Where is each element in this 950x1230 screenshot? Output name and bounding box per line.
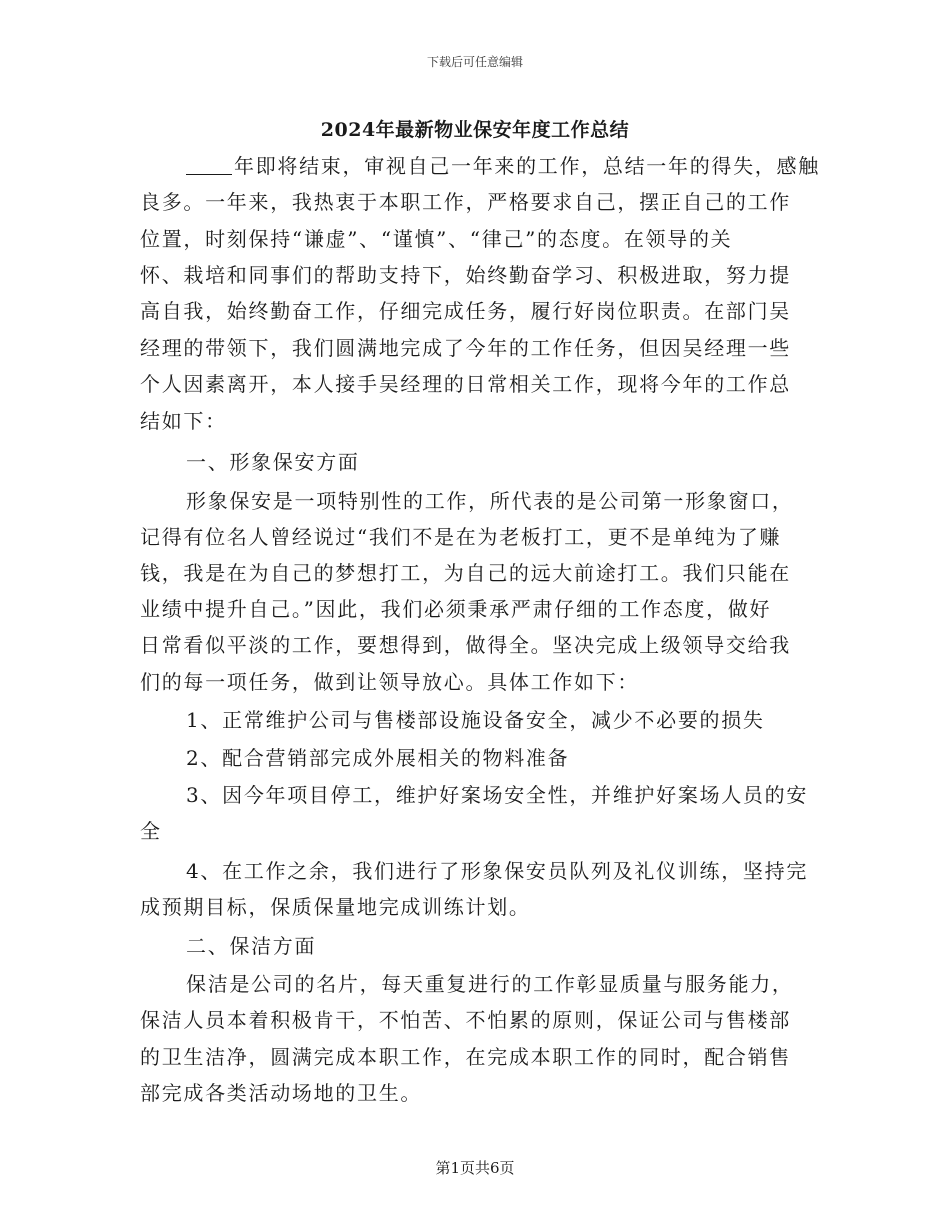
text-line: 保洁是公司的名片，每天重复进行的工作彰显质量与服务能力， [186, 972, 794, 996]
text-line: 日常看似平淡的工作，要想得到，做得全。坚决完成上级领导交给我 [140, 633, 791, 657]
text-line: 位置，时刻保持“谦虚”、“谨慎”、“律己”的态度。在领导的关 [140, 227, 733, 251]
section-heading: 一、形象保安方面 [186, 450, 360, 474]
list-item: 1、正常维护公司与售楼部设施设备安全，减少不必要的损失 [186, 708, 765, 732]
text-line: 良多。一年来，我热衷于本职工作，严格要求自己，摆正自己的工作 [140, 190, 791, 214]
text-line: 业绩中提升自己。”因此，我们必须秉承严肃仔细的工作态度，做好 [140, 597, 772, 621]
text-line: 记得有位名人曾经说过“我们不是在为老板打工，更不是单纯为了赚 [140, 525, 782, 549]
header-note: 下载后可任意编辑 [426, 55, 523, 69]
text-line: 高自我，始终勤奋工作，仔细完成任务，履行好岗位职责。在部门吴 [140, 299, 791, 323]
section-heading: 二、保洁方面 [186, 934, 317, 958]
fill-in-blank [186, 156, 232, 175]
list-item: 2、配合营销部完成外展相关的物料准备 [186, 746, 570, 770]
page-footer: 第1页共6页 [435, 1159, 515, 1177]
list-item: 4、在工作之余，我们进行了形象保安员队列及礼仪训练，坚持完 [186, 859, 809, 883]
text-line: 结如下： [140, 409, 227, 433]
text-line: 部完成各类活动场地的卫生。 [140, 1081, 423, 1105]
text-line: 钱，我是在为自己的梦想打工，为自己的远大前途打工。我们只能在 [140, 561, 791, 585]
text-line: 经理的带领下，我们圆满地完成了今年的工作任务，但因吴经理一些 [140, 336, 791, 360]
text-line: 成预期目标，保质保量地完成训练计划。 [140, 895, 531, 919]
text-line: 保洁人员本着积极肯干，不怕苦、不怕累的原则，保证公司与售楼部 [140, 1008, 791, 1032]
text-line: 个人因素离开，本人接手吴经理的日常相关工作，现将今年的工作总 [140, 372, 791, 396]
text-line: 的卫生洁净，圆满完成本职工作，在完成本职工作的同时，配合销售 [140, 1045, 791, 1069]
text-line: 形象保安是一项特别性的工作，所代表的是公司第一形象窗口， [186, 489, 794, 513]
document-title: 2024年最新物业保安年度工作总结 [320, 119, 630, 141]
text-line: 全 [140, 819, 162, 843]
list-item: 3、因今年项目停工，维护好案场安全性，并维护好案场人员的安 [186, 783, 809, 807]
text-line: 们的每一项任务，做到让领导放心。具体工作如下： [140, 670, 640, 694]
text-line: 年即将结束，审视自己一年来的工作，总结一年的得失，感触 [186, 154, 820, 178]
text-line: 怀、栽培和同事们的帮助支持下，始终勤奋学习、积极进取，努力提 [140, 263, 791, 287]
